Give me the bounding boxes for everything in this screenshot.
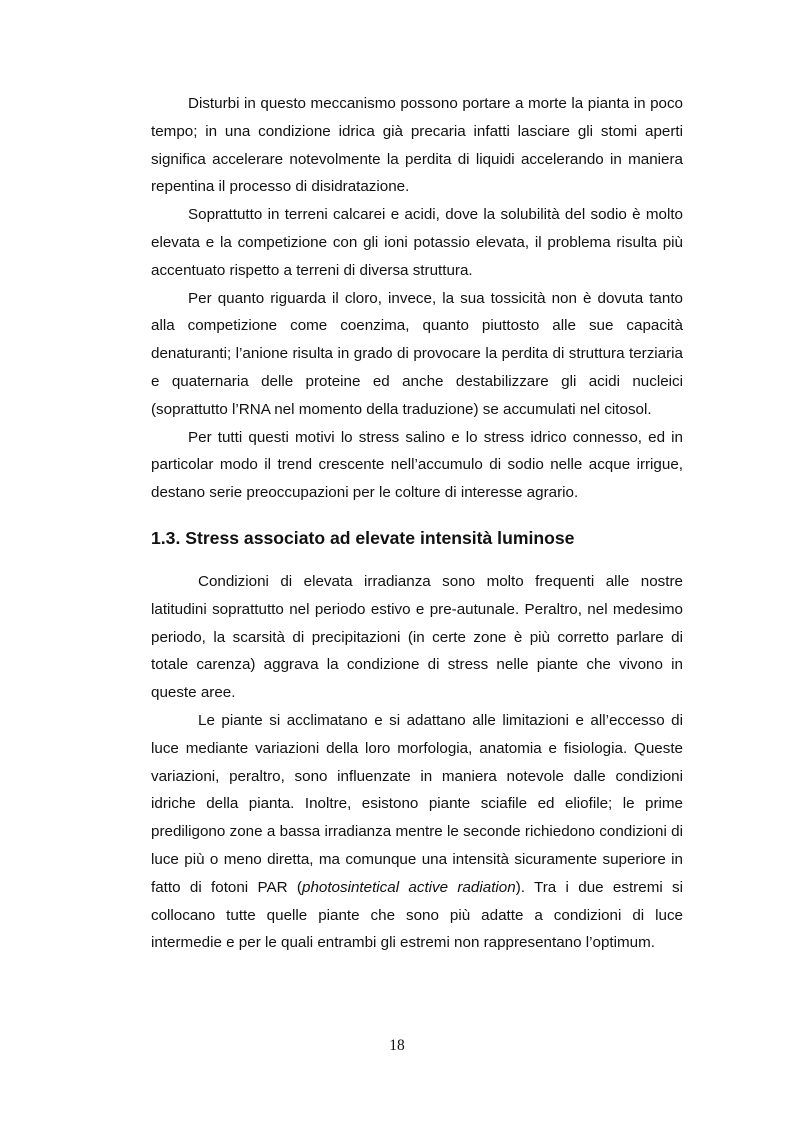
page-number: 18 [389, 1037, 405, 1054]
paragraph-stomata-disturbance: Disturbi in questo meccanismo possono portare a morte la pianta in poco tempo; in una condizione idrica già precaria infatti lasciare gli stomi aperti significa accelerare notevolmente la perdita di liquidi accelerando in maniera repentina il processo di disidratazione. [151, 95, 683, 196]
paragraph-light-acclimation-tail: ). Tra i due estremi si collocano tutte quelle piante che sono più adatte a condizioni di luce intermedie e per le quali entrambi gli estremi non rappresentano l’optimum. [151, 878, 684, 952]
paragraph-saline-stress-concerns: Per tutti questi motivi lo stress salino e lo stress idrico connesso, ed in particolar modo il trend crescente nell’accumulo di sodio nelle acque irrigue, destano serie preoccupazioni per le colture di interesse agrario. [151, 428, 683, 502]
paragraph-light-acclimation-text: Le piante si acclimatano e si adattano alle limitazioni e all’eccesso di luce mediante variazioni della loro morfologia, anatomia e fisiologia. Queste variazioni, peraltro, sono influenzate in maniera notevole dalle condizioni idriche della pianta. Inoltre, esistono piante sciafile ed eliofile; le prime prediligono zone a bassa irradianza mentre le seconde richiedono condizioni di luce più o meno diretta, ma comunque una intensità sicuramente superiore in fatto di fotoni PAR ( [151, 711, 683, 896]
section-heading: 1.3. Stress associato ad elevate intensità luminose [151, 527, 575, 548]
page-body [151, 90, 683, 957]
par-definition-italic: photosintetical active radiation [302, 878, 516, 896]
paragraph-calcareous-soils: Soprattutto in terreni calcarei e acidi, dove la solubilità del sodio è molto elevata e la competizione con gli ioni potassio elevata, il problema risulta più accentuato rispetto a terreni di diversa struttura. [151, 206, 683, 279]
paragraph-chlorine-toxicity: Per quanto riguarda il cloro, invece, la sua tossicità non è dovuta tanto alla competizione come coenzima, quanto piuttosto alle sue capacità denaturanti; l’anione risulta in grado di provocare la perdita di struttura terziaria e quaternaria delle proteine ed anche destabilizzare gli acidi nucleici (soprattutto l’RNA nel momento della traduzione) se accumulati nel citosol. [151, 289, 683, 418]
paragraph-light-acclimation [151, 707, 683, 957]
paragraph-high-irradiance: Condizioni di elevata irradianza sono molto frequenti alle nostre latitudini soprattutto nel periodo estivo e pre-autunale. Peraltro, nel medesimo periodo, la scarsità di precipitazioni (in certe zone è più corretto parlare di totale carenza) aggrava la condizione di stress nelle piante che vivono in queste aree. [151, 572, 683, 702]
